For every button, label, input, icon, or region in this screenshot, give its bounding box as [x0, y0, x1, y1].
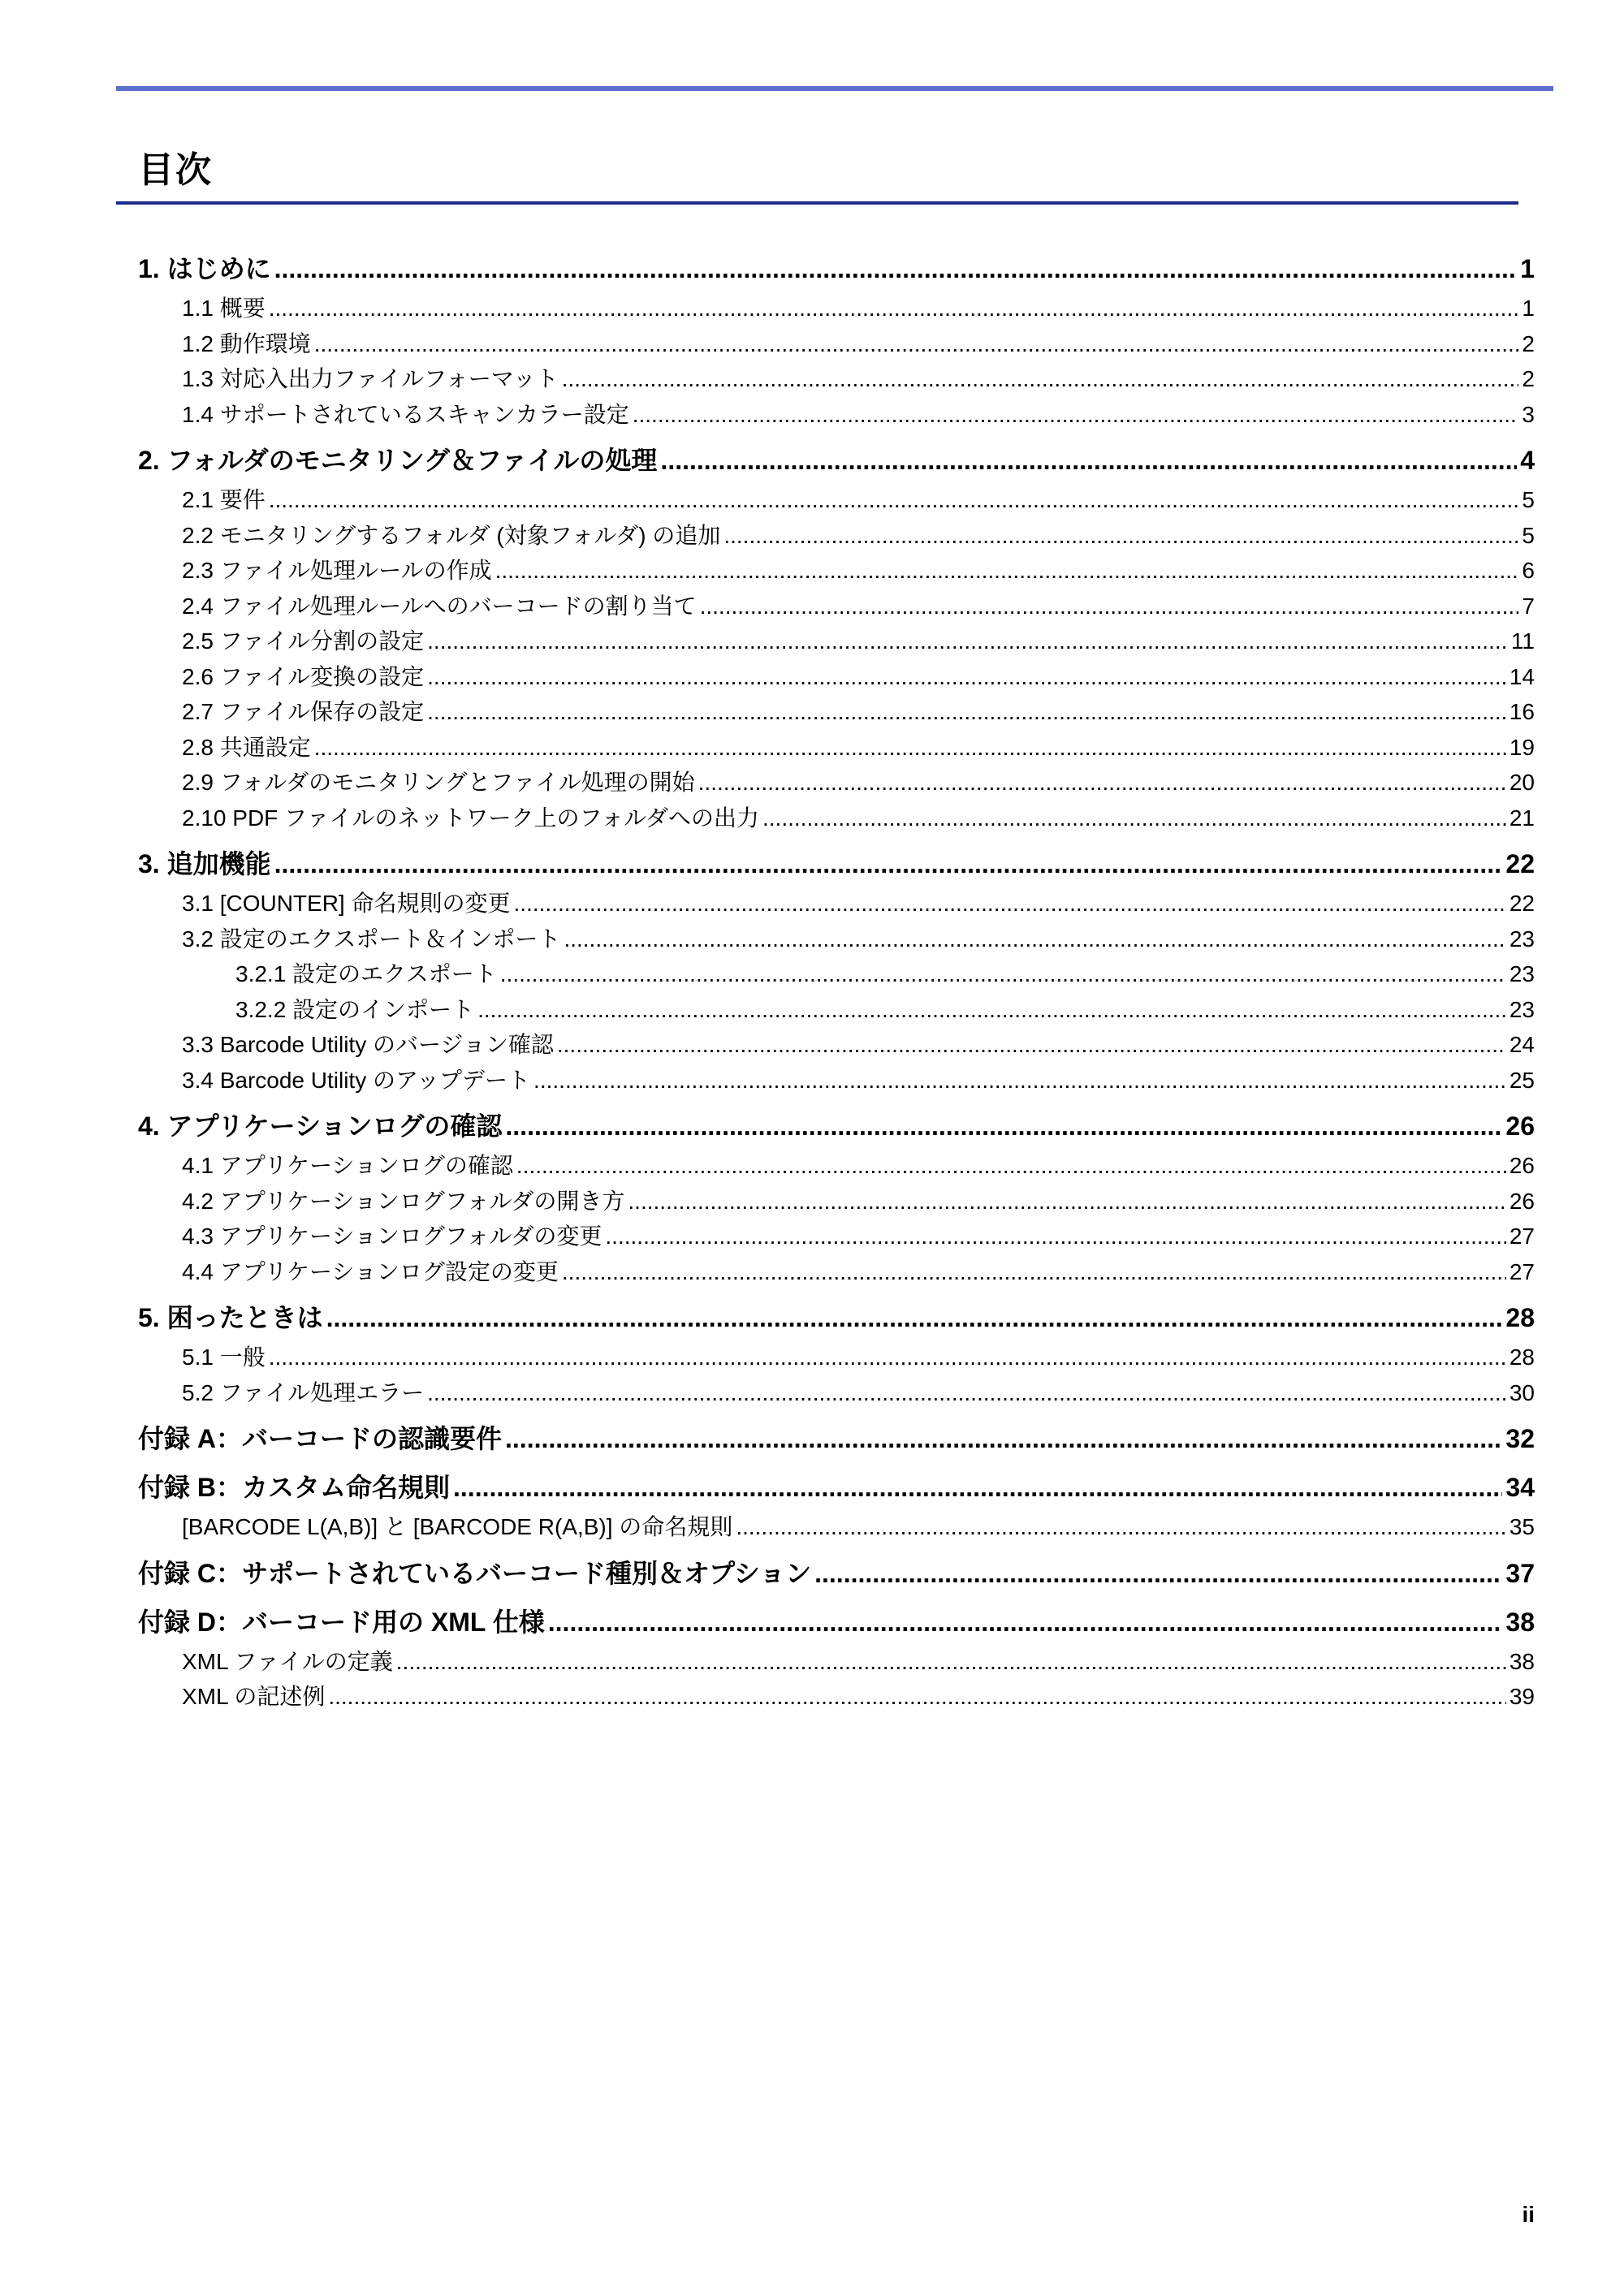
dot-leader — [505, 1418, 1502, 1459]
toc-entry-label: 1.4 サポートされているスキャンカラー設定 — [182, 401, 629, 427]
dot-leader — [700, 589, 1519, 624]
page-number: ii — [1522, 2202, 1535, 2227]
toc-entry[interactable] — [138, 730, 1535, 766]
toc-entry-label: 1.1 概要 — [182, 296, 266, 321]
toc-entry[interactable] — [138, 1644, 1535, 1680]
toc-entry-page-number: 14 — [1509, 663, 1535, 689]
toc-entry[interactable] — [138, 1553, 1535, 1594]
toc-entry-label: 1.2 動作環境 — [182, 330, 311, 356]
toc-entry[interactable] — [138, 1184, 1535, 1219]
toc-entry-label: 2.3 ファイル処理ルールの作成 — [182, 558, 492, 583]
toc-entry[interactable] — [138, 1602, 1535, 1642]
dot-leader — [723, 518, 1518, 554]
toc-entry-page-number: 37 — [1505, 1558, 1535, 1588]
toc-entry-label: XML ファイルの定義 — [182, 1648, 393, 1674]
toc-entry[interactable] — [138, 956, 1535, 992]
toc-entry[interactable] — [138, 1467, 1535, 1508]
toc-entry-label: 2.4 ファイル処理ルールへのバーコードの割り当て — [182, 593, 697, 619]
toc-entry[interactable] — [138, 589, 1535, 624]
dot-leader — [500, 956, 1506, 992]
dot-leader — [698, 765, 1506, 801]
toc-entry-page-number: 26 — [1509, 1188, 1535, 1214]
toc-entry-page-number: 23 — [1509, 961, 1535, 986]
dot-leader — [762, 801, 1506, 836]
dot-leader — [495, 553, 1519, 589]
dot-leader — [396, 1644, 1506, 1680]
toc-entry-page-number: 28 — [1509, 1344, 1535, 1370]
toc-entry[interactable] — [138, 1027, 1535, 1063]
dot-leader — [562, 1254, 1506, 1290]
toc-entry-page-number: 16 — [1509, 699, 1535, 724]
toc-entry-page-number: 2 — [1522, 366, 1535, 391]
dot-leader — [314, 326, 1519, 362]
toc-entry-label: 3.3 Barcode Utility のバージョン確認 — [182, 1032, 554, 1057]
toc-entry[interactable] — [138, 886, 1535, 921]
toc-entry-page-number: 2 — [1522, 330, 1535, 356]
toc-entry[interactable] — [138, 1148, 1535, 1184]
toc-entry-page-number: 24 — [1509, 1032, 1535, 1057]
toc-entry-label: [BARCODE L(A,B)] と [BARCODE R(A,B)] の命名規則 — [182, 1514, 733, 1539]
toc-entry[interactable] — [138, 659, 1535, 695]
dot-leader — [269, 482, 1519, 518]
toc-entry-page-number: 38 — [1505, 1607, 1535, 1637]
toc-entry-label: 2.6 ファイル変換の設定 — [182, 663, 425, 689]
toc-entry[interactable] — [138, 482, 1535, 518]
dot-leader — [314, 730, 1506, 766]
toc-entry-page-number: 22 — [1509, 891, 1535, 916]
dot-leader — [269, 1340, 1506, 1375]
toc-entry-page-number: 23 — [1509, 996, 1535, 1022]
dot-leader — [605, 1219, 1505, 1254]
toc-entry-page-number: 7 — [1522, 593, 1535, 619]
dot-leader — [533, 1063, 1506, 1098]
toc-entry-page-number: 5 — [1522, 522, 1535, 548]
toc-entry-page-number: 39 — [1509, 1684, 1535, 1709]
toc-entry-page-number: 38 — [1509, 1648, 1535, 1674]
dot-leader — [513, 886, 1505, 921]
toc-entry-label: 5.2 ファイル処理エラー — [182, 1379, 425, 1405]
toc-entry-label: 4.2 アプリケーションログフォルダの開き方 — [182, 1188, 625, 1214]
dot-leader — [548, 1602, 1503, 1642]
toc-entry[interactable] — [138, 1297, 1535, 1338]
dot-leader — [326, 1297, 1503, 1338]
toc-entry-label: 3. 追加機能 — [138, 849, 271, 878]
toc-entry[interactable] — [138, 518, 1535, 554]
toc-entry-label: 2.1 要件 — [182, 487, 266, 512]
dot-leader — [328, 1679, 1506, 1715]
toc-entry[interactable] — [138, 694, 1535, 730]
toc-entry[interactable] — [138, 1254, 1535, 1290]
toc-entry-label: 2.2 モニタリングするフォルダ (対象フォルダ) の追加 — [182, 522, 721, 548]
toc-entry-page-number: 5 — [1522, 487, 1535, 512]
toc-entry[interactable] — [138, 1340, 1535, 1375]
toc-entry-page-number: 3 — [1522, 401, 1535, 427]
dot-leader — [557, 1027, 1506, 1063]
toc-entry[interactable] — [138, 291, 1535, 326]
toc-entry[interactable] — [138, 440, 1535, 481]
dot-leader — [274, 248, 1518, 289]
toc-entry[interactable] — [138, 844, 1535, 884]
toc-entry[interactable] — [138, 992, 1535, 1028]
toc-entry-page-number: 1 — [1520, 254, 1535, 283]
toc-entry[interactable] — [138, 765, 1535, 801]
toc-entry-page-number: 22 — [1505, 849, 1535, 878]
toc-entry-label: 2.5 ファイル分割の設定 — [182, 628, 425, 654]
toc-entry[interactable] — [138, 1106, 1535, 1146]
toc-entry-page-number: 27 — [1509, 1224, 1535, 1249]
toc-entry-label: 付録 D：バーコード用の XML 仕様 — [138, 1607, 545, 1637]
toc-entry-label: 2. フォルダのモニタリング＆ファイルの処理 — [138, 446, 658, 475]
toc-entry[interactable] — [138, 801, 1535, 836]
dot-leader — [814, 1553, 1502, 1594]
toc-entry[interactable] — [138, 397, 1535, 433]
toc-entry-label: 付録 A：バーコードの認識要件 — [138, 1424, 503, 1453]
toc-entry-label: 3.1 [COUNTER] 命名規則の変更 — [182, 891, 511, 916]
toc-entry[interactable] — [138, 326, 1535, 362]
toc-entry[interactable] — [138, 1418, 1535, 1459]
toc-entry-label: 3.2.2 設定のインポート — [235, 996, 475, 1022]
toc-entry-label: 5. 困ったときは — [138, 1303, 323, 1332]
dot-leader — [562, 361, 1519, 397]
page-title: 目次 — [138, 150, 213, 190]
toc-entry[interactable] — [138, 624, 1535, 659]
toc-entry-label: 3.2 設定のエクスポート＆インポート — [182, 926, 561, 952]
toc-entry-page-number: 26 — [1505, 1111, 1535, 1141]
toc-entry[interactable] — [138, 1219, 1535, 1254]
toc-entry-page-number: 26 — [1509, 1153, 1535, 1178]
toc-entry-page-number: 19 — [1509, 734, 1535, 760]
title-underline — [116, 201, 1518, 205]
toc-entry-page-number: 25 — [1509, 1067, 1535, 1093]
toc-entry-label: 4.4 アプリケーションログ設定の変更 — [182, 1258, 559, 1284]
toc-entry-page-number: 11 — [1510, 628, 1535, 654]
toc-entry[interactable] — [138, 1509, 1535, 1545]
toc-entry-page-number: 20 — [1509, 770, 1535, 795]
toc-entry-page-number: 6 — [1522, 558, 1535, 583]
toc-entry-label: 付録 C：サポートされているバーコード種別＆オプション — [138, 1558, 812, 1588]
toc-entry-page-number: 4 — [1520, 446, 1535, 475]
dot-leader — [427, 694, 1506, 730]
dot-leader — [269, 291, 1519, 326]
dot-leader — [660, 440, 1517, 481]
toc-entry-label: 2.7 ファイル保存の設定 — [182, 699, 425, 724]
toc-entry-label: 2.8 共通設定 — [182, 734, 311, 760]
toc-entry-page-number: 1 — [1522, 296, 1535, 321]
dot-leader — [633, 397, 1519, 433]
dot-leader — [427, 1375, 1506, 1411]
dot-leader — [505, 1106, 1502, 1146]
toc-entry[interactable] — [138, 1375, 1535, 1411]
toc-entry-label: 5.1 一般 — [182, 1344, 266, 1370]
dot-leader — [736, 1509, 1506, 1545]
dot-leader — [453, 1467, 1502, 1508]
toc-entry[interactable] — [138, 361, 1535, 397]
toc-entry-label: 4.1 アプリケーションログの確認 — [182, 1153, 513, 1178]
toc-entry[interactable] — [138, 1679, 1535, 1715]
toc-entry[interactable] — [138, 248, 1535, 289]
toc-entry-page-number: 28 — [1505, 1303, 1535, 1332]
toc-entry-label: 2.9 フォルダのモニタリングとファイル処理の開始 — [182, 770, 695, 795]
toc-entry-label: 2.10 PDF ファイルのネットワーク上のフォルダへの出力 — [182, 805, 759, 831]
toc-entry-label: 3.2.1 設定のエクスポート — [235, 961, 497, 986]
toc-entry-page-number: 27 — [1509, 1258, 1535, 1284]
table-of-contents — [138, 248, 1535, 1715]
toc-entry-label: 1.3 対応入出力ファイルフォーマット — [182, 366, 559, 391]
toc-entry-page-number: 30 — [1509, 1379, 1535, 1405]
toc-entry-page-number: 35 — [1509, 1514, 1535, 1539]
header-rule — [116, 86, 1553, 91]
dot-leader — [274, 844, 1503, 884]
dot-leader — [516, 1148, 1506, 1184]
toc-entry-label: 1. はじめに — [138, 254, 271, 283]
dot-leader — [628, 1184, 1505, 1219]
dot-leader — [477, 992, 1506, 1028]
toc-entry-label: 4.3 アプリケーションログフォルダの変更 — [182, 1224, 603, 1249]
toc-entry[interactable] — [138, 553, 1535, 589]
toc-entry-label: 付録 B：カスタム命名規則 — [138, 1473, 451, 1502]
dot-leader — [564, 921, 1505, 957]
toc-entry-page-number: 32 — [1505, 1424, 1535, 1453]
toc-entry[interactable] — [138, 1063, 1535, 1098]
toc-entry-label: XML の記述例 — [182, 1684, 326, 1709]
toc-entry-page-number: 21 — [1509, 805, 1535, 831]
toc-entry-page-number: 34 — [1505, 1473, 1535, 1502]
toc-entry-label: 4. アプリケーションログの確認 — [138, 1111, 503, 1141]
dot-leader — [427, 659, 1506, 695]
dot-leader — [427, 624, 1508, 659]
toc-entry-label: 3.4 Barcode Utility のアップデート — [182, 1067, 531, 1093]
toc-entry-page-number: 23 — [1509, 926, 1535, 952]
toc-entry[interactable] — [138, 921, 1535, 957]
